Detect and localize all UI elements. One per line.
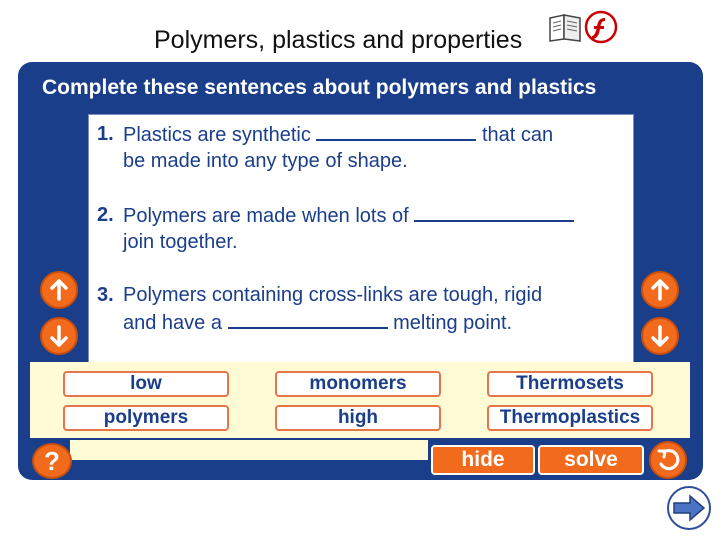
slide-title: Polymers, plastics and properties xyxy=(154,26,523,54)
word-option-thermoplastics[interactable]: Thermoplastics xyxy=(487,405,653,431)
answer-blank-2[interactable] xyxy=(414,202,574,222)
word-option-thermosets[interactable]: Thermosets xyxy=(487,371,653,397)
question-number: 1. xyxy=(97,123,114,145)
question-number: 2. xyxy=(97,204,114,226)
next-arrow-icon xyxy=(672,494,706,522)
scroll-down-left-button[interactable] xyxy=(40,317,78,355)
question-text: that can xyxy=(481,124,554,146)
hide-button[interactable]: hide xyxy=(431,445,535,475)
arrow-up-icon xyxy=(49,279,69,301)
solve-button[interactable]: solve xyxy=(538,445,644,475)
book-icon xyxy=(548,12,582,47)
help-button[interactable]: ? xyxy=(32,443,72,479)
reset-icon xyxy=(656,448,680,472)
question-text: Plastics are synthetic xyxy=(123,124,311,146)
arrow-down-icon xyxy=(650,325,670,347)
arrow-down-icon xyxy=(49,325,69,347)
word-option-low[interactable]: low xyxy=(63,371,229,397)
question-text: be made into any type of shape. xyxy=(123,150,408,172)
word-option-polymers[interactable]: polymers xyxy=(63,405,229,431)
answer-blank-1[interactable] xyxy=(316,121,476,141)
question-text: and have a xyxy=(123,312,222,334)
question-text: Polymers containing cross-links are tough, rigid xyxy=(123,284,543,306)
arrow-up-icon xyxy=(650,279,670,301)
question-text: Polymers are made when lots of xyxy=(123,205,409,227)
question-number: 3. xyxy=(97,284,114,306)
flash-player-icon xyxy=(584,10,618,49)
questions-panel xyxy=(88,114,634,366)
question-text: join together. xyxy=(123,231,238,253)
answer-blank-3[interactable] xyxy=(228,309,388,329)
word-option-monomers[interactable]: monomers xyxy=(275,371,441,397)
bottom-strip xyxy=(70,440,428,460)
reset-button[interactable] xyxy=(649,441,687,479)
scroll-down-right-button[interactable] xyxy=(641,317,679,355)
word-option-high[interactable]: high xyxy=(275,405,441,431)
question-text: melting point. xyxy=(393,312,513,334)
word-bank xyxy=(30,362,690,438)
panel-heading: Complete these sentences about polymers and plastics xyxy=(42,76,597,99)
scroll-up-right-button[interactable] xyxy=(641,271,679,309)
next-slide-button[interactable] xyxy=(667,486,711,530)
scroll-up-left-button[interactable] xyxy=(40,271,78,309)
